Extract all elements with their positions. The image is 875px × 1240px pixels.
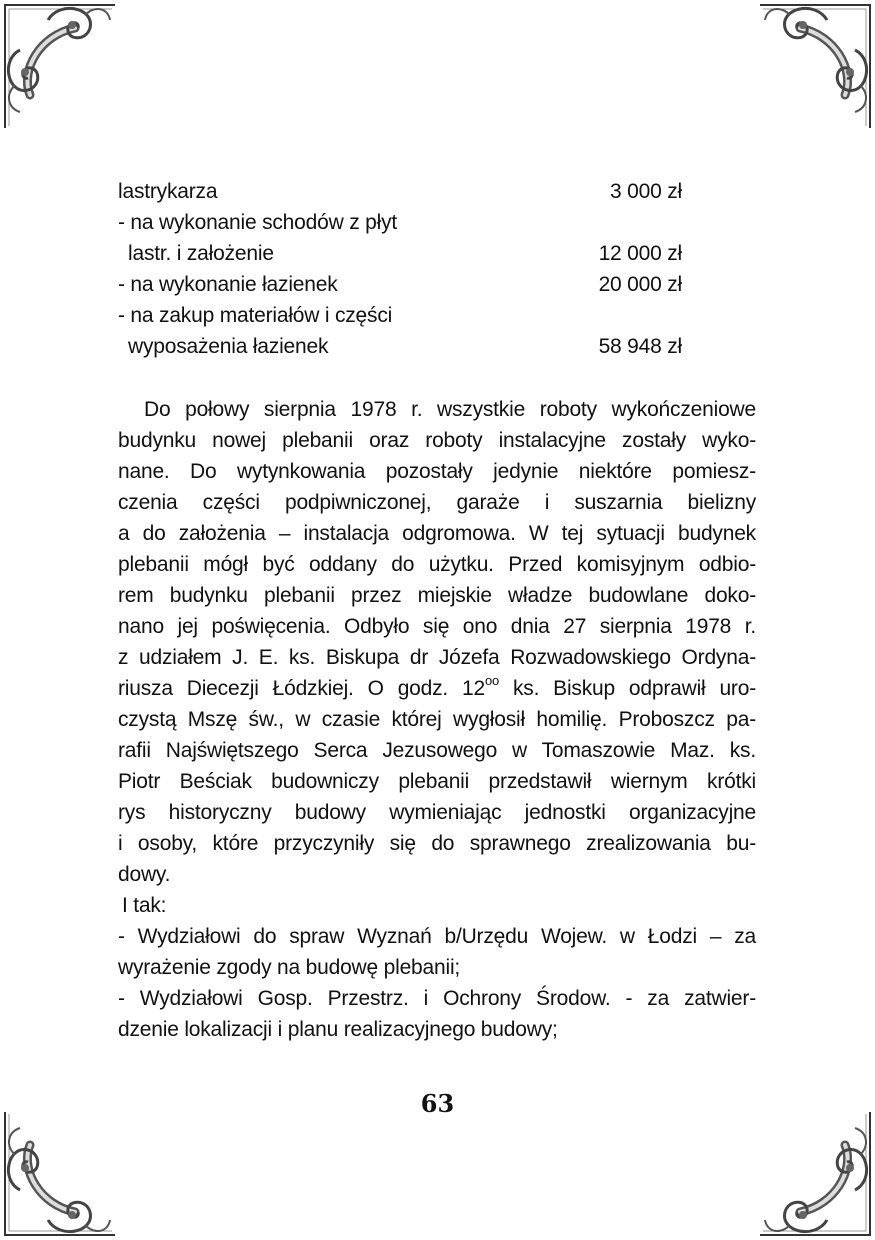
cost-label: wyposażenia łazienek: [128, 335, 329, 358]
cost-list: [118, 176, 682, 362]
text-line: budynku nowej plebanii oraz roboty instalacyjne zostały wyko-: [118, 429, 756, 452]
cost-label: lastrykarza: [118, 180, 218, 203]
flourish-icon: [753, 1110, 875, 1240]
corner-ornament-bottom-right: [753, 1110, 875, 1240]
cost-row: [118, 300, 682, 331]
cost-amount: 12 000 zł: [598, 242, 682, 265]
cost-amount: 3 000 zł: [610, 180, 682, 203]
cost-row: [118, 269, 682, 300]
list-line: - Wydziałowi do spraw Wyznań b/Urzędu Wojew. w Łodzi – za: [118, 925, 756, 948]
text-line: z udziałem J. E. ks. Biskupa dr Józefa Rozwadowskiego Ordyna-: [118, 646, 756, 669]
acknowledgement-list: [118, 890, 756, 1045]
text-line: Piotr Beściak budowniczy plebanii przedstawił wiernym krótki: [118, 770, 756, 793]
text-line: nano jej poświęcenia. Odbyło się ono dnia 27 sierpnia 1978 r.: [118, 615, 756, 638]
text-line: [118, 673, 756, 704]
cost-label: lastr. i założenie: [128, 242, 274, 265]
text-line: rafii Najświętszego Serca Jezusowego w Tomaszowie Maz. ks.: [118, 739, 756, 762]
cost-label: - na zakup materiałów i części: [118, 304, 393, 327]
list-intro: I tak:: [122, 894, 167, 917]
page-number: 63: [420, 1089, 455, 1118]
list-line: wyrażenie zgody na budowę plebanii;: [118, 956, 461, 979]
text-line: rem budynku plebanii przez miejskie władze budowlane doko-: [118, 584, 756, 607]
text-line: czenia części podpiwniczonej, garaże i suszarnia bielizny: [118, 491, 756, 514]
cost-label: - na wykonanie łazienek: [118, 273, 338, 296]
text-fragment: ks. Biskup odprawił uro-: [499, 677, 756, 700]
text-line: plebanii mógł być oddany do użytku. Przed komisyjnym odbio-: [118, 553, 756, 576]
text-line: a do założenia – instalacja odgromowa. W tej sytuacji budynek: [118, 522, 756, 545]
flourish-icon: [0, 1110, 122, 1240]
text-line: i osoby, które przyczyniły się do sprawnego zrealizowania bu-: [118, 832, 756, 855]
cost-label: - na wykonanie schodów z płyt: [118, 211, 398, 234]
list-line: dzenie lokalizacji i planu realizacyjnego budowy;: [118, 1018, 558, 1041]
list-line: - Wydziałowi Gosp. Przestrz. i Ochrony Środow. - za zatwier-: [118, 987, 756, 1010]
cost-row: [118, 331, 682, 362]
cost-amount: 20 000 zł: [598, 273, 682, 296]
corner-ornament-top-left: [0, 0, 122, 130]
text-line: dowy.: [118, 863, 171, 886]
flourish-icon: [753, 0, 875, 130]
text-line: nane. Do wytynkowania pozostały jedynie niektóre pomiesz-: [118, 460, 756, 483]
text-line: czystą Mszę św., w czasie której wygłosił homilię. Proboszcz pa-: [118, 708, 756, 731]
corner-ornament-bottom-left: [0, 1110, 122, 1240]
body-paragraph: [118, 394, 756, 890]
text-line: Do połowy sierpnia 1978 r. wszystkie roboty wykończeniowe: [144, 398, 756, 421]
text-fragment: riusza Diecezji Łódzkiej. O godz. 12: [118, 677, 485, 700]
cost-amount: 58 948 zł: [598, 335, 682, 358]
cost-row: [118, 176, 682, 207]
corner-ornament-top-right: [753, 0, 875, 130]
cost-row: [118, 207, 682, 238]
text-line: rys historyczny budowy wymieniając jednostki organizacyjne: [118, 801, 756, 824]
cost-row: [118, 238, 682, 269]
flourish-icon: [0, 0, 122, 130]
page-body: [118, 176, 756, 1045]
time-superscript: oo: [484, 673, 500, 688]
